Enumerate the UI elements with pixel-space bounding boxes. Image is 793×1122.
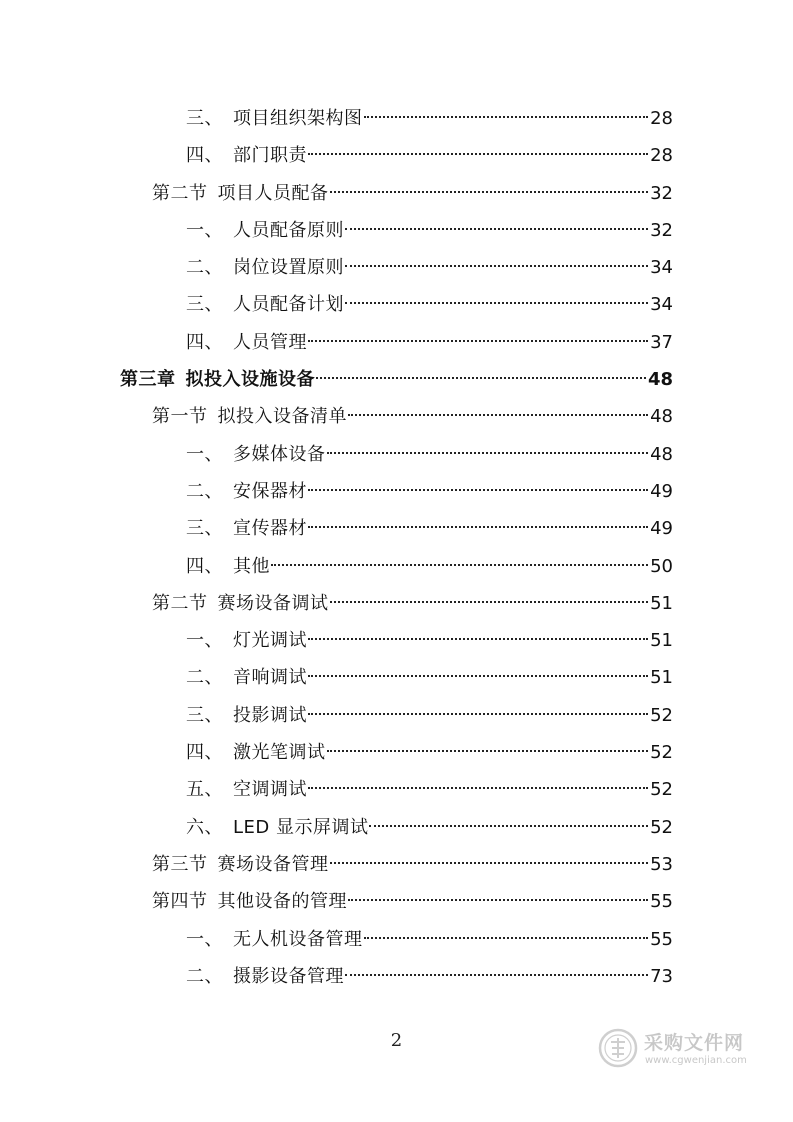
dot-leader bbox=[345, 228, 648, 230]
toc-title: 安保器材 bbox=[233, 480, 307, 502]
watermark-url: www.cgwenjian.com bbox=[645, 1055, 747, 1066]
toc-number: 第二节 bbox=[152, 592, 208, 614]
dot-leader bbox=[364, 937, 649, 939]
toc-number: 一、 bbox=[186, 630, 223, 652]
toc-page-number: 48 bbox=[650, 406, 673, 428]
toc-page-number: 49 bbox=[650, 480, 673, 502]
toc-label bbox=[186, 473, 307, 510]
toc-row[interactable] bbox=[0, 249, 793, 286]
toc-entry bbox=[186, 771, 673, 808]
toc-row[interactable] bbox=[0, 659, 793, 696]
toc-label bbox=[186, 249, 344, 286]
toc-entry bbox=[186, 212, 673, 249]
dot-leader bbox=[308, 340, 648, 342]
dot-leader bbox=[330, 601, 649, 603]
dot-leader bbox=[348, 414, 648, 416]
toc-title: 部门职责 bbox=[233, 145, 307, 167]
toc-entry bbox=[186, 100, 673, 137]
toc-row[interactable] bbox=[0, 697, 793, 734]
toc-entry bbox=[152, 175, 673, 212]
toc-row[interactable] bbox=[0, 137, 793, 174]
toc-row[interactable] bbox=[0, 958, 793, 995]
toc-page-number: 28 bbox=[650, 108, 673, 129]
toc-row[interactable] bbox=[0, 846, 793, 883]
toc-number: 三、 bbox=[186, 518, 223, 540]
toc-number: 一、 bbox=[186, 219, 223, 241]
toc-page-number: 52 bbox=[650, 704, 673, 726]
toc-entry bbox=[186, 510, 673, 547]
toc-entry bbox=[186, 921, 673, 958]
toc-entry bbox=[186, 659, 673, 696]
toc-entry bbox=[152, 883, 673, 920]
toc-number: 三、 bbox=[186, 294, 223, 316]
toc-number: 四、 bbox=[186, 555, 223, 577]
dot-leader bbox=[316, 377, 646, 379]
dot-leader bbox=[348, 899, 648, 901]
toc-title: 多媒体设备 bbox=[233, 443, 326, 465]
toc-entry bbox=[186, 697, 673, 734]
toc-row[interactable] bbox=[0, 734, 793, 771]
toc-row[interactable] bbox=[0, 585, 793, 622]
toc-row[interactable] bbox=[0, 100, 793, 137]
toc-entry bbox=[186, 324, 673, 361]
toc-title: 无人机设备管理 bbox=[233, 928, 363, 950]
dot-leader bbox=[308, 153, 648, 155]
dot-leader bbox=[308, 526, 648, 528]
toc-label bbox=[186, 324, 307, 361]
toc-number: 二、 bbox=[186, 667, 223, 689]
toc-label bbox=[186, 212, 344, 249]
toc-entry bbox=[152, 398, 673, 435]
toc-page-number: 50 bbox=[650, 555, 673, 577]
toc-number: 二、 bbox=[186, 965, 223, 987]
toc-page-number: 34 bbox=[650, 257, 673, 279]
toc-row[interactable] bbox=[0, 809, 793, 846]
toc-number: 四、 bbox=[186, 742, 223, 764]
toc-page-number: 52 bbox=[650, 816, 673, 838]
toc-number: 二、 bbox=[186, 480, 223, 502]
toc-page-number: 52 bbox=[650, 742, 673, 764]
toc-title: 项目组织架构图 bbox=[233, 108, 363, 129]
toc-label bbox=[186, 510, 307, 547]
toc-row[interactable] bbox=[0, 286, 793, 323]
toc-number: 二、 bbox=[186, 257, 223, 279]
toc-number: 第三节 bbox=[152, 853, 208, 875]
toc-title: 拟投入设备清单 bbox=[217, 406, 347, 428]
toc-page-number: 32 bbox=[650, 219, 673, 241]
toc-entry bbox=[186, 249, 673, 286]
dot-leader bbox=[330, 191, 649, 193]
toc-number: 第三章 bbox=[120, 369, 176, 391]
toc-page-number: 51 bbox=[650, 630, 673, 652]
toc-number: 一、 bbox=[186, 928, 223, 950]
toc-number: 五、 bbox=[186, 779, 223, 801]
toc-row[interactable] bbox=[0, 361, 793, 398]
toc-page-number: 32 bbox=[650, 182, 673, 204]
toc-row[interactable] bbox=[0, 398, 793, 435]
toc-page-number: 52 bbox=[650, 779, 673, 801]
toc-label bbox=[152, 846, 329, 883]
dot-leader bbox=[271, 564, 648, 566]
dot-leader bbox=[308, 787, 648, 789]
toc-label bbox=[152, 175, 329, 212]
seal-logo-icon bbox=[598, 1028, 638, 1068]
toc-row[interactable] bbox=[0, 883, 793, 920]
toc-title: 摄影设备管理 bbox=[233, 965, 344, 987]
page-number: 2 bbox=[390, 1030, 403, 1051]
toc-title: 拟投入设施设备 bbox=[185, 369, 315, 391]
toc-row[interactable] bbox=[0, 436, 793, 473]
watermark bbox=[598, 1026, 758, 1072]
toc-page-number: 48 bbox=[650, 443, 673, 465]
toc-label bbox=[186, 921, 363, 958]
toc-label bbox=[152, 398, 347, 435]
toc-label bbox=[152, 585, 329, 622]
toc-label bbox=[186, 734, 326, 771]
toc-entry bbox=[186, 734, 673, 771]
toc-number: 三、 bbox=[186, 108, 223, 129]
toc-label bbox=[120, 361, 315, 398]
toc-row[interactable] bbox=[0, 324, 793, 361]
toc-row[interactable] bbox=[0, 548, 793, 585]
toc-label bbox=[186, 548, 270, 585]
toc-entry bbox=[186, 473, 673, 510]
toc-page-number: 48 bbox=[647, 369, 673, 391]
toc-label bbox=[186, 659, 307, 696]
toc-entry bbox=[186, 958, 673, 995]
dot-leader bbox=[308, 638, 648, 640]
toc-page-number: 34 bbox=[650, 294, 673, 316]
toc-title: 灯光调试 bbox=[233, 630, 307, 652]
toc-title: 音响调试 bbox=[233, 667, 307, 689]
toc-title: 人员配备计划 bbox=[233, 294, 344, 316]
toc-page-number: 55 bbox=[650, 891, 673, 913]
toc-row[interactable] bbox=[0, 921, 793, 958]
table-of-contents bbox=[0, 100, 793, 995]
dot-leader bbox=[364, 116, 649, 118]
dot-leader bbox=[308, 713, 648, 715]
toc-row[interactable] bbox=[0, 212, 793, 249]
toc-entry bbox=[152, 846, 673, 883]
toc-row[interactable] bbox=[0, 473, 793, 510]
toc-page-number: 28 bbox=[650, 145, 673, 167]
toc-number: 六、 bbox=[186, 816, 223, 838]
toc-label bbox=[186, 771, 307, 808]
toc-label bbox=[186, 436, 326, 473]
toc-page-number: 53 bbox=[650, 853, 673, 875]
toc-number: 第一节 bbox=[152, 406, 208, 428]
toc-label bbox=[186, 100, 363, 137]
dot-leader bbox=[345, 265, 648, 267]
toc-label bbox=[186, 809, 368, 846]
toc-title: 赛场设备管理 bbox=[217, 853, 329, 875]
toc-title: 人员管理 bbox=[233, 331, 307, 353]
toc-number: 第二节 bbox=[152, 182, 208, 204]
toc-entry bbox=[152, 585, 673, 622]
toc-title: LED 显示屏调试 bbox=[233, 816, 369, 838]
toc-number: 第四节 bbox=[152, 891, 208, 913]
toc-page-number: 37 bbox=[650, 331, 673, 353]
toc-number: 四、 bbox=[186, 331, 223, 353]
toc-entry bbox=[186, 622, 673, 659]
toc-label bbox=[186, 958, 344, 995]
dot-leader bbox=[330, 862, 649, 864]
toc-row[interactable] bbox=[0, 510, 793, 547]
toc-title: 其他设备的管理 bbox=[217, 891, 347, 913]
dot-leader bbox=[308, 675, 648, 677]
toc-page-number: 49 bbox=[650, 518, 673, 540]
dot-leader bbox=[345, 302, 648, 304]
toc-label bbox=[186, 137, 307, 174]
toc-title: 投影调试 bbox=[233, 704, 307, 726]
toc-page-number: 51 bbox=[650, 592, 673, 614]
toc-title: 激光笔调试 bbox=[233, 742, 326, 764]
toc-entry bbox=[186, 137, 673, 174]
toc-row[interactable] bbox=[0, 622, 793, 659]
toc-page-number: 73 bbox=[650, 965, 673, 987]
toc-entry bbox=[186, 436, 673, 473]
dot-leader bbox=[345, 974, 648, 976]
toc-label bbox=[186, 697, 307, 734]
dot-leader bbox=[327, 452, 649, 454]
toc-title: 人员配备原则 bbox=[233, 219, 344, 241]
toc-page-number: 55 bbox=[650, 928, 673, 950]
toc-title: 其他 bbox=[233, 555, 270, 577]
watermark-title: 采购文件网 bbox=[644, 1032, 745, 1054]
toc-title: 赛场设备调试 bbox=[217, 592, 329, 614]
toc-title: 宣传器材 bbox=[233, 518, 307, 540]
toc-entry bbox=[186, 548, 673, 585]
dot-leader bbox=[327, 750, 649, 752]
toc-number: 一、 bbox=[186, 443, 223, 465]
dot-leader bbox=[308, 489, 648, 491]
toc-title: 岗位设置原则 bbox=[233, 257, 344, 279]
toc-row[interactable] bbox=[0, 771, 793, 808]
toc-title: 项目人员配备 bbox=[217, 182, 329, 204]
toc-label bbox=[186, 622, 307, 659]
toc-label bbox=[152, 883, 347, 920]
toc-number: 四、 bbox=[186, 145, 223, 167]
toc-label bbox=[186, 286, 344, 323]
dot-leader bbox=[369, 825, 648, 827]
toc-entry bbox=[186, 286, 673, 323]
toc-number: 三、 bbox=[186, 704, 223, 726]
toc-row[interactable] bbox=[0, 175, 793, 212]
toc-title: 空调调试 bbox=[233, 779, 307, 801]
toc-entry bbox=[120, 361, 673, 398]
toc-entry bbox=[186, 809, 673, 846]
toc-page-number: 51 bbox=[650, 667, 673, 689]
